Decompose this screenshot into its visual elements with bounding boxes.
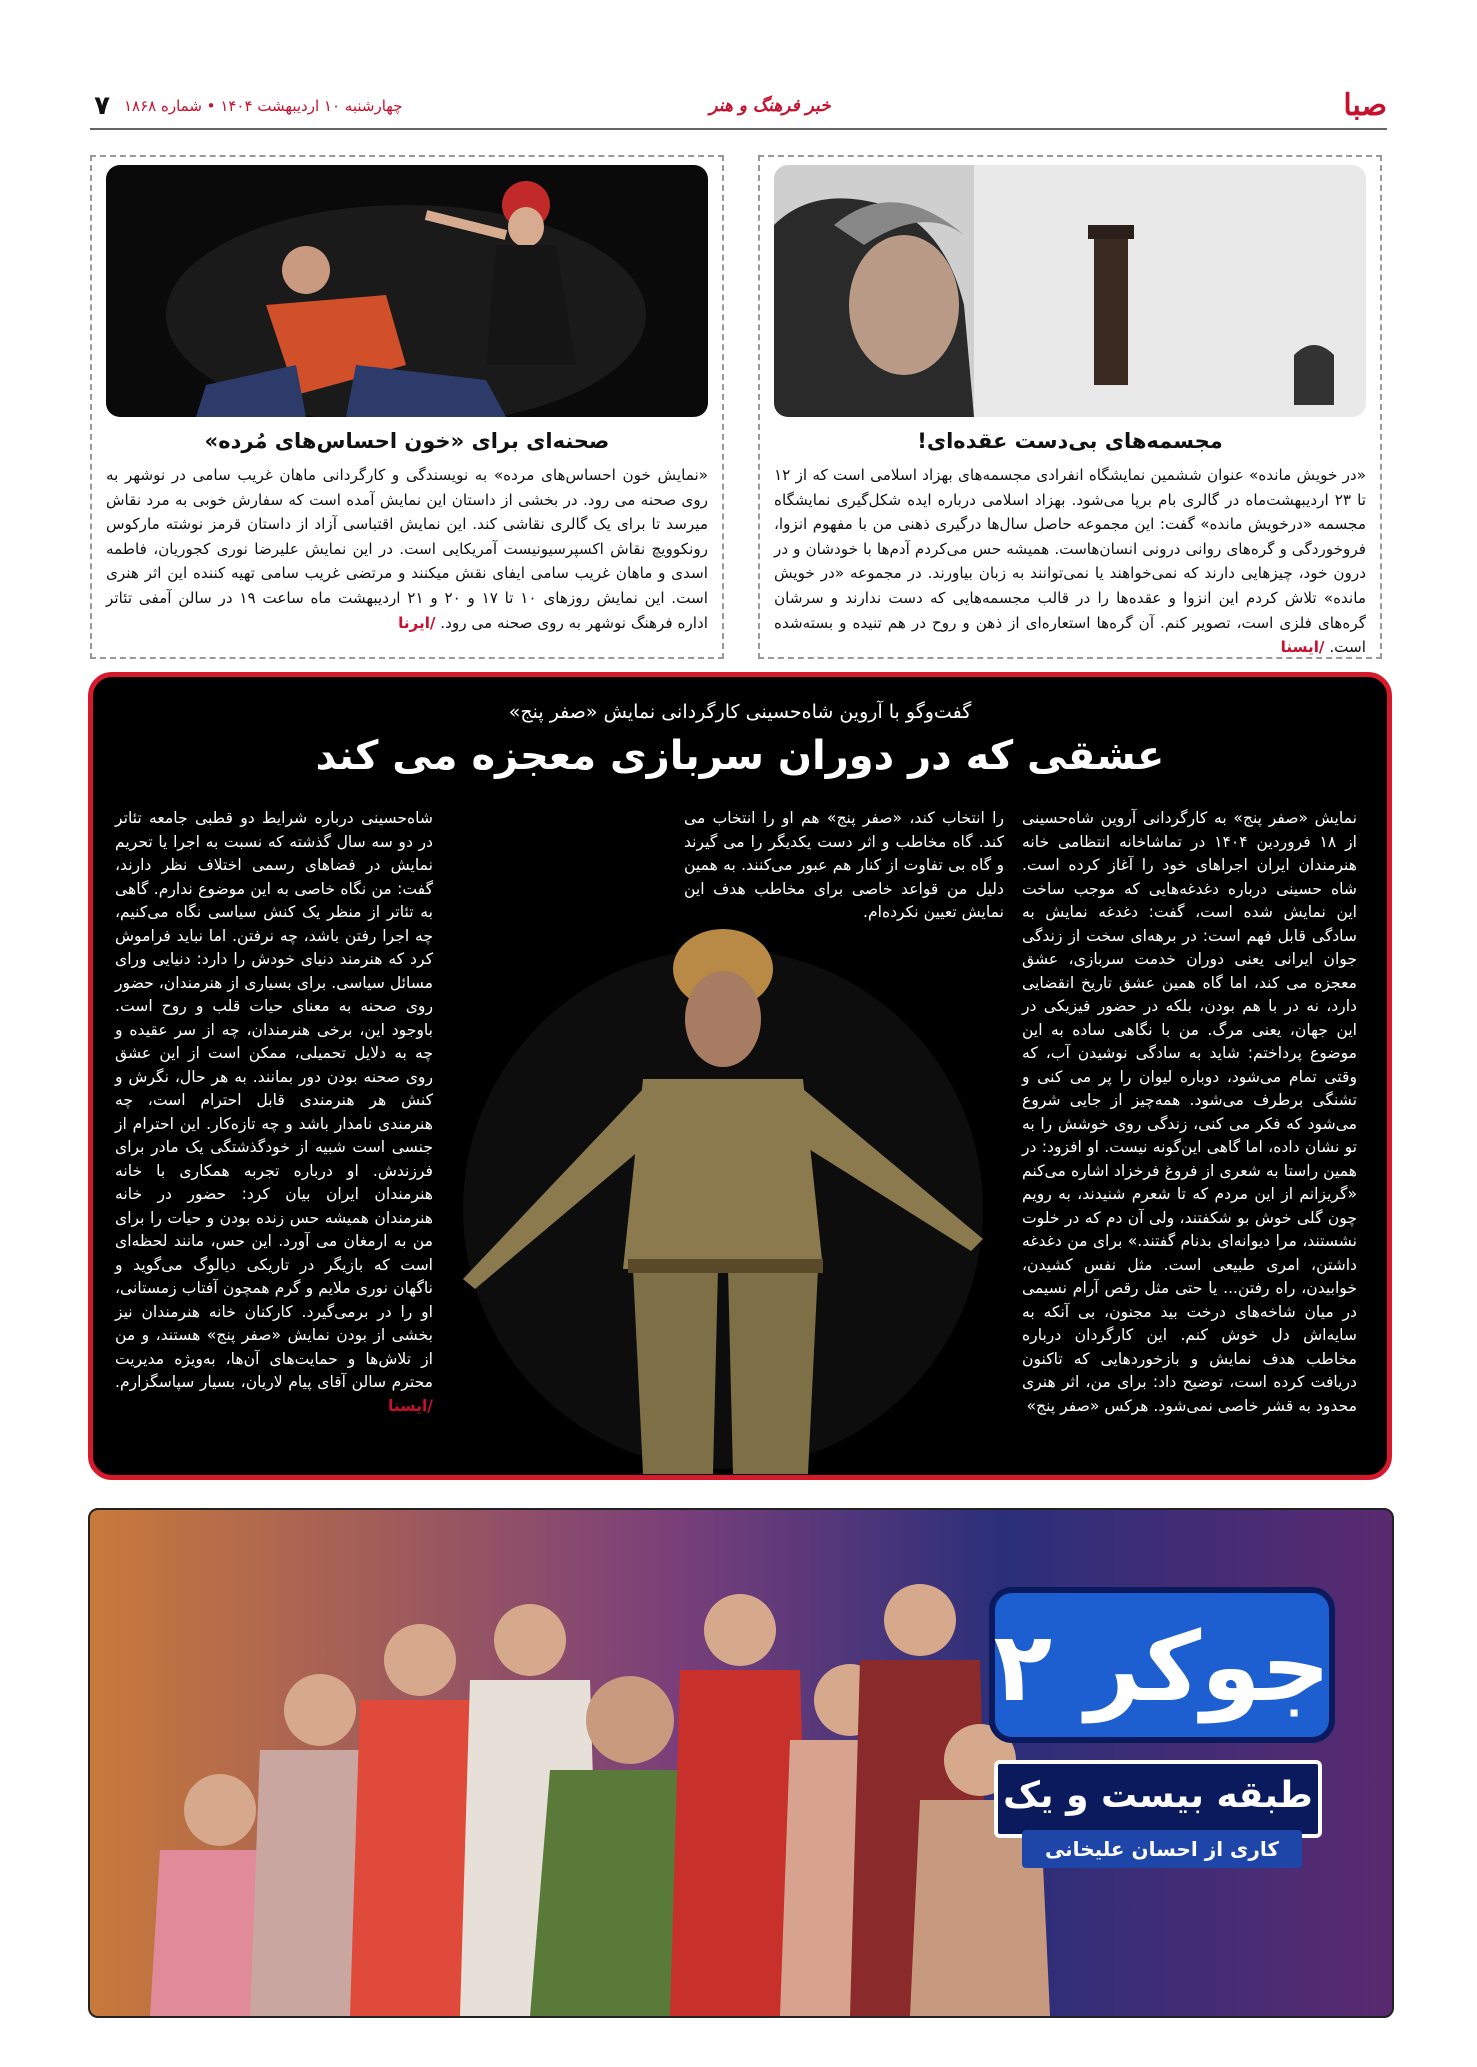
interview-column-left: [115, 807, 433, 1418]
interview-column-middle: را انتخاب کند، «صفر پنج» هم او را انتخاب می کند. گاه مخاطب و اثر دست یکدیگر را می گیرند و گاه بی تفاوت از کنار هم عبور می‌کنند. به همین دلیل من قواعد خاصی برای مخاطب هدف این نمایش تعیین نکرده‌ام.: [684, 809, 1004, 921]
sculptor-photo: [774, 165, 1366, 417]
section-title: خبر فرهنگ و هنر: [709, 96, 831, 116]
show-credit: کاری از احسان علیخانی: [1022, 1830, 1302, 1868]
page-header: [90, 88, 1387, 130]
play-scene-photo: [106, 165, 708, 417]
story-sculptures: [758, 155, 1382, 659]
newspaper-logo: صبا: [1343, 88, 1387, 123]
advertisement-banner[interactable]: [88, 1508, 1394, 2018]
news-source: /ایسنا: [388, 1396, 433, 1415]
interview-kicker: گفت‌وگو با آروین شاه‌حسینی کارگردانی نمایش «صفر پنج»: [508, 701, 972, 723]
story-title: صحنه‌ای برای «خون احساس‌های مُرده»: [204, 429, 610, 453]
story-text: «در خویش مانده» عنوان ششمین نمایشگاه انفرادی مجسمه‌های بهزاد اسلامی است که از ۱۲ تا ۲۳ اردیبهشت‌ماه در گالری بام برپا می‌شود. بهزاد اسلامی درباره ایده شکل‌گیری نمایشگاه مجسمه «درخویش مانده» گفت: این مجموعه حاصل سال‌ها درگیری ذهنی من با مفهوم انزوا، فروخوردگی و گره‌های روانی درونی انسان‌هاست. همیشه حس می‌کردم آدم‌ها با خودشان و در درون خود، چیزهایی دارند که نمی‌خواهند یا نمی‌توانند به زبان بیاورند. در مجموعه «در خویش مانده» تلاش کردم این انزوا و عقده‌ها را در قالب مجسمه‌هایی که دست ندارند و سرشان گره‌های فلزی است، تصویر کنم. آن گره‌ها استعاره‌ای از ذهن و روح در هم تنیده و بسته‌شده است.: [774, 466, 1367, 657]
show-subtitle: طبقه بیست و یک: [994, 1760, 1322, 1838]
story-body: [106, 463, 708, 635]
story-text: «نمایش خون احساس‌های مرده» به نویسندگی و کارگردانی ماهان غریب سامی در نوشهر به روی صحنه می رود. در بخشی از داستان این نمایش آمده است که سفارش خوبی به مرد نقاش میرسد تا برای یک گالری نقاشی کند. این نمایش اقتباسی آزاد از داستان قرمز نوشته مارکوس رونکوویچ نقاش اکسپرسیونیست آمریکایی است. در این نمایش علیرضا نوری کجوریان، فاطمه اسدی و ماهان غریب سامی ایفای نقش میکنند و مرتضی غریب سامی تهیه کننده این اثر هنری است. این نمایش روزهای ۱۰ تا ۱۷ و ۲۰ و ۲۱ اردیبهشت ماه ساعت ۱۹ در سالن آمفی تئاتر اداره فرهنگ نوشهر به روی صحنه می رود.: [106, 466, 708, 632]
news-source: /ایسنا: [1280, 638, 1325, 657]
interview-headline: عشقی که در دوران سربازی معجزه می کند: [315, 733, 1165, 779]
interview-text: شاه‌حسینی درباره شرایط دو قطبی جامعه تئاتر در دو سه سال گذشته که نسبت به اجرا یا تحریم نمایش در فضاهای رسمی اختلاف نظر دارند، گفت: من نگاه خاصی به این موضوع ندارم. گاهی به تئاتر از منظر یک کنش سیاسی نگاه می‌کنیم، چه اجرا رفتن باشد، چه نرفتن. اما نباید فراموش کرد که هنرمند دنیای خودش را دارد: دنیایی ورای مسائل سیاسی. برای بسیاری از هنرمندان، حضور روی صحنه به معنای حیات قلب و روح است. باوجود این، برخی هنرمندان، چه از سر عقیده و چه به دلایل تحمیلی، ممکن است از این عشق روی صحنه بودن دور بمانند. به هر حال، نگرش و کنش هر هنرمندی قابل احترام است، چه هنرمندی نامدار باشد و چه تازه‌کار. این احترام از جنسی است شبیه از خودگذشتگی یک مادر برای فرزندش. او درباره تجربه همکاری با خانه هنرمندان ایران بیان کرد: حضور در خانه هنرمندان همیشه حس زنده بودن و حیات را برای من به ارمغان می آورد. این حس، مانند لحظه‌ای است که بازیگر در تاریکی دیالوگ می‌گوید و ناگهان نوری ملایم و گرم همچون آفتاب زمستانی، او را در برمی‌گیرد. کارکنان خانه هنرمندان نیز بخشی از بودن نمایش «صفر پنج» هستند، و من از تلاش‌ها و حمایت‌های آن‌ها، به‌ویژه مدیریت محترم سالن آقای پیام لاریان، بسیار سپاسگزارم.: [115, 809, 433, 1391]
story-body: [774, 463, 1366, 660]
news-source: /ایرنا: [398, 613, 436, 632]
story-theater-play: [90, 155, 724, 659]
show-logo-text: جوکر ۲: [993, 1611, 1331, 1723]
issue-date-line: چهارشنبه ۱۰ اردیبهشت ۱۴۰۴ • شماره ۱۸۶۸: [124, 97, 403, 115]
show-logo: [982, 1570, 1342, 1750]
page-number: ۷: [94, 91, 110, 121]
story-title: مجسمه‌های بی‌دست عقده‌ای!: [917, 429, 1223, 453]
interview-column-right: نمایش «صفر پنج» به کارگردانی آروین شاه‌حسینی از ۱۸ فروردین ۱۴۰۴ در تماشاخانه انتظامی خانه هنرمندان ایران اجراهای خود را آغاز کرده است. شاه حسینی درباره دغدغه‌هایی که موجب ساخت این نمایش شده است، گفت: دغدغه نمایش به سادگی قابل فهم است: در برهه‌ای سخت از زندگی جوان ایرانی یعنی دوران خدمت سربازی، عشق معجزه می کند، اما گاه همین عشق تاریخ انقضایی دارد، نه در با هم بودن، بلکه در حضور فیزیکی در این جهان، یعنی مرگ. من با نگاهی ساده به این موضوع پرداختم: شاید به سادگی نوشیدن آب، که وقتی تمام می‌شود، دوباره لیوان را پر می کنی و تشنگی برطرف می‌شود. همه‌چیز از جایی شروع می‌شود که فکر می کنی، زندگی روی خوشش را به تو نشان داده، اما گاهی این‌گونه نیست. او افزود: در همین راستا به شعری از فروغ فرخزاد اشاره می‌کنم «گریزانم از این مردم که تا شعرم شنیدند، به رویم چون گلی خوش بو شکفتند، ولی آن دم که در خلوت نشستند، مرا دیوانه‌ای بدنام گفتند.» برای من دغدغه داشتن، امری طبیعی است. مثل نفس کشیدن، خوابیدن، راه رفتن... یا حتی مثل رقص آرام نسیمی در میان شاخه‌های درخت بید مجنون، بی آنکه به سایه‌اش دل خوش کنم. این کارگردان درباره مخاطب هدف نمایش و بازخوردهایی که تاکنون دریافت کرده است، توضیح داد: برای من، اثر هنری محدود به قشر خاصی نمی‌شود. هرکس «صفر پنج»: [1022, 809, 1357, 1415]
interview-feature: [88, 672, 1392, 1480]
actor-soldier-photo: [423, 909, 1023, 1474]
